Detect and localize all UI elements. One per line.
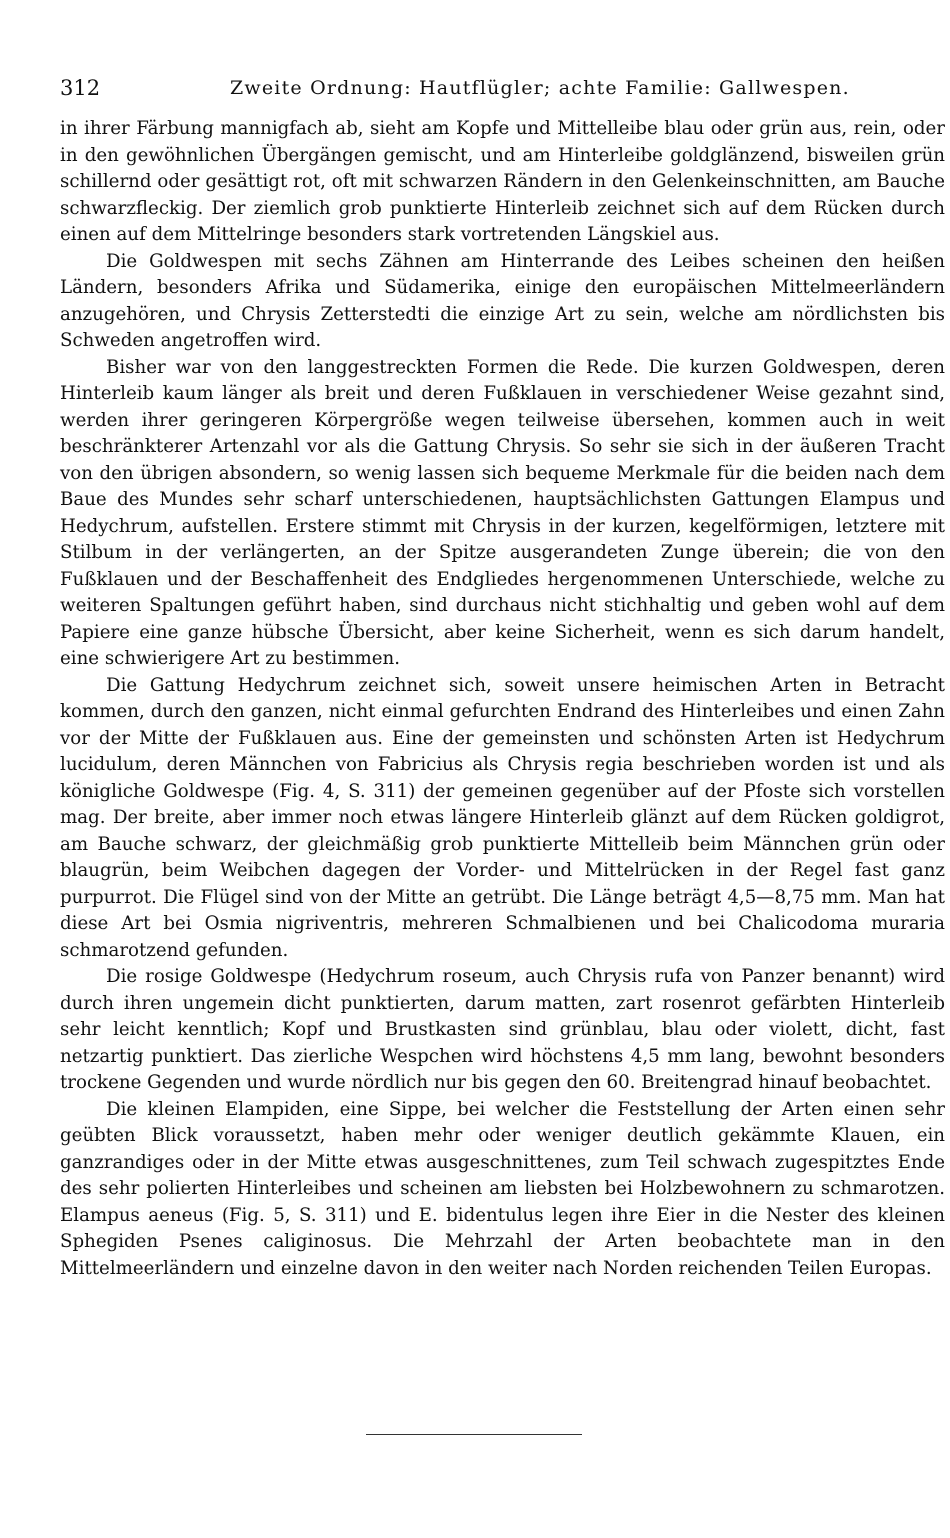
paragraph-5: Die rosige Goldwespe (Hedychrum roseum, auch Chrysis rufa von Panzer benannt) wird durch ihren ungemein dicht punktierten, darum matten, zart rosenrot gefärbten Hinterleib sehr leicht kenntlich; Kopf und Brustkasten sind grünblau, blau oder violett, dicht, fast netzartig punktiert. Das zierliche Wespchen wird höchstens 4,5 mm lang, bewohnt besonders trockene Gegenden und wurde nördlich nur bis gegen den 60. Breitengrad hinauf beobachtet.: [60, 966, 945, 1093]
closing-rule: [366, 1434, 582, 1435]
running-title: Zweite Ordnung: Hautflügler; achte Familie: Gallwespen.: [230, 77, 850, 99]
body-text: [60, 116, 945, 1282]
paragraph-4: Die Gattung Hedychrum zeichnet sich, soweit unsere heimischen Arten in Betracht kommen, durch den ganzen, nicht einmal gefurchten Endrand des Hinterleibes und einen Zahn vor der Mitte der Fußklauen aus. Eine der gemeinsten und schönsten Arten ist Hedychrum lucidulum, deren Männchen von Fabricius als Chrysis regia beschrieben worden ist und als königliche Goldwespe (Fig. 4, S. 311) der gemeinen gegenüber auf der Pfoste sich vorstellen mag. Der breite, aber immer noch etwas längere Hinterleib glänzt auf dem Rücken goldigrot, am Bauche schwarz, der gleichmäßig grob punktierte Mittelleib beim Männchen grün oder blaugrün, beim Weibchen dagegen der Vorder- und Mittelrücken in der Regel fast ganz purpurrot. Die Flügel sind von der Mitte an getrübt. Die Länge beträgt 4,5—8,75 mm. Man hat diese Art bei Osmia nigriventris, mehreren Schmalbienen und bei Chalicodoma muraria schmarotzend gefunden.: [60, 674, 945, 961]
paragraph-2: Die Goldwespen mit sechs Zähnen am Hinterrande des Leibes scheinen den heißen Ländern, besonders Afrika und Südamerika, einige den europäischen Mittelmeerländern anzugehören, und Chrysis Zetterstedti die einzige Art zu sein, welche am nördlichsten bis Schweden angetroffen wird.: [60, 250, 945, 351]
paragraph-3: Bisher war von den langgestreckten Formen die Rede. Die kurzen Goldwespen, deren Hinterleib kaum länger als breit und deren Fußklauen in verschiedener Weise gezahnt sind, werden ihrer geringeren Körpergröße wegen teilweise übersehen, kommen auch in weit beschränkterer Artenzahl vor als die Gattung Chrysis. So sehr sie sich in der äußeren Tracht von den übrigen absondern, so wenig lassen sich bequeme Merkmale für die beiden nach dem Baue des Mundes sehr scharf unterschiedenen, hauptsächlichsten Gattungen Elampus und Hedychrum, aufstellen. Erstere stimmt mit Chrysis in der kurzen, kegelförmigen, letztere mit Stilbum in der verlängerten, an der Spitze ausgerandeten Zunge überein; die von den Fußklauen und der Beschaffenheit des Endgliedes hergenommenen Unterschiede, welche zu weiteren Spaltungen geführt haben, sind durchaus nicht stichhaltig und geben wohl auf dem Papiere eine ganze hübsche Übersicht, aber keine Sicherheit, wenn es sich darum handelt, eine schwierigere Art zu bestimmen.: [60, 356, 945, 669]
paragraph-1: in ihrer Färbung mannigfach ab, sieht am Kopfe und Mittelleibe blau oder grün aus, rein, oder in den gewöhnlichen Übergängen gemischt, und am Hinterleibe goldglänzend, bisweilen grün schillernd oder gesättigt rot, oft mit schwarzen Rändern in den Gelenkeinschnitten, am Bauche schwarzfleckig. Der ziemlich grob punktierte Hinterleib zeichnet sich auf dem Rücken durch einen auf dem Mittelringe besonders stark vortretenden Längskiel aus.: [60, 118, 945, 245]
page-header: [60, 74, 940, 102]
paragraph-6: Die kleinen Elampiden, eine Sippe, bei welcher die Feststellung der Arten einen sehr geübten Blick voraussetzt, haben mehr oder weniger deutlich gekämmte Klauen, ein ganzrandiges oder in der Mitte etwas ausgeschnittenes, zum Teil schwach zugespitztes Ende des sehr polierten Hinterleibes und scheinen am liebsten bei Holzbewohnern zu schmarotzen. Elampus aeneus (Fig. 5, S. 311) und E. bidentulus legen ihre Eier in die Nester des kleinen Sphegiden Psenes caliginosus. Die Mehrzahl der Arten beobachtete man in den Mittelmeerländern und einzelne davon in den weiter nach Norden reichenden Teilen Europas.: [60, 1098, 945, 1279]
page-number: 312: [60, 76, 101, 100]
